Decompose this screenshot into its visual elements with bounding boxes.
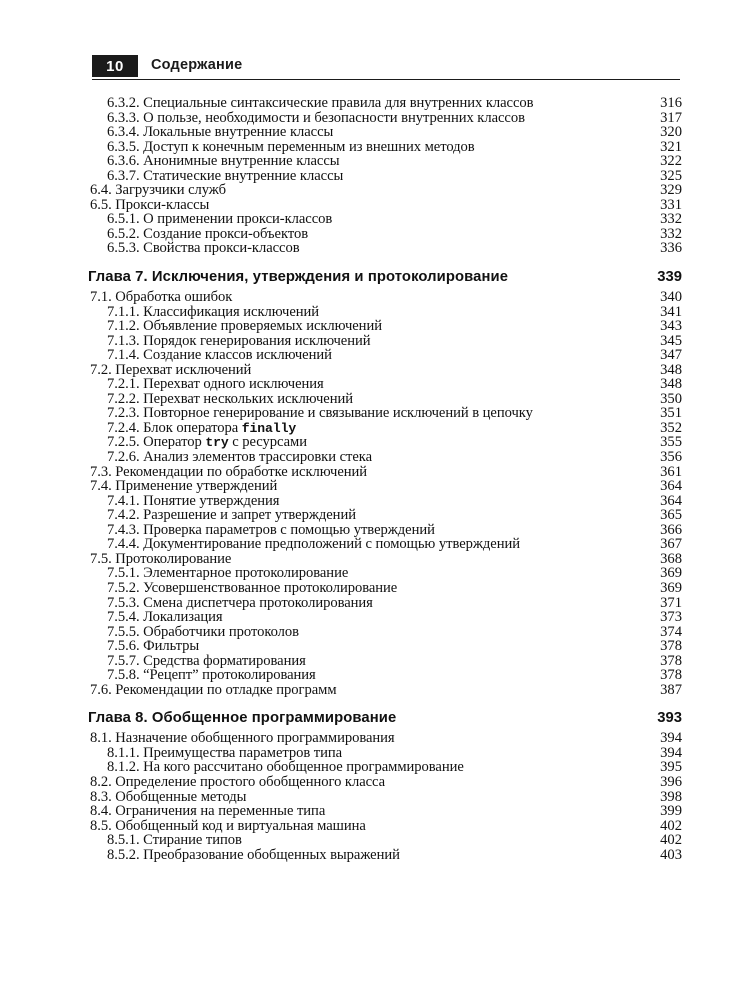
toc-entry-label: 7.1.1. Классификация исключений: [107, 303, 320, 320]
toc-entry-label: 7.5.2. Усовершенствованное протоколирование: [107, 579, 398, 596]
toc-entry-label: 7.2.6. Анализ элементов трассировки стека: [107, 449, 373, 466]
toc-entry-page-number: 394: [660, 744, 682, 761]
toc-entry-page-number: 320: [660, 124, 682, 141]
toc-entry-page-number: 378: [660, 638, 682, 655]
toc-entry-page-number: 368: [660, 550, 682, 567]
toc-entry-row[interactable]: [88, 775, 682, 790]
toc-entry-page-number: 332: [660, 225, 682, 242]
toc-entry-label: 6.3.3. О пользе, необходимости и безопасности внутренних классов: [107, 109, 525, 126]
toc-entry-label: 7.5.5. Обработчики протоколов: [107, 623, 299, 640]
toc-entry-row[interactable]: [88, 833, 682, 848]
table-of-contents: [88, 96, 682, 862]
toc-entry-label: 8.1. Назначение обобщенного программирования: [90, 730, 395, 747]
toc-entry-row[interactable]: [88, 494, 682, 509]
toc-entry-page-number: 394: [660, 730, 682, 747]
toc-entry-row[interactable]: [88, 731, 682, 746]
code-keyword: try: [205, 435, 229, 451]
toc-entry-row[interactable]: [88, 746, 682, 761]
toc-entry-row[interactable]: [88, 421, 682, 436]
toc-entry-row[interactable]: [88, 465, 682, 480]
toc-entry-label: 8.4. Ограничения на переменные типа: [90, 803, 326, 820]
toc-entry-page-number: 355: [660, 434, 682, 451]
toc-entry-row[interactable]: [88, 334, 682, 349]
toc-entry-row[interactable]: [88, 537, 682, 552]
toc-entry-label: 6.4. Загрузчики служб: [90, 182, 227, 199]
toc-entry-label: 8.3. Обобщенные методы: [90, 788, 247, 805]
toc-entry-label: 7.5.7. Средства форматирования: [107, 652, 306, 669]
toc-entry-label: 6.5. Прокси-классы: [90, 196, 210, 213]
toc-entry-row[interactable]: [88, 804, 682, 819]
toc-entry-label: 7.3. Рекомендации по обработке исключений: [90, 463, 368, 480]
toc-entry-row[interactable]: [88, 392, 682, 407]
toc-entry-row[interactable]: [88, 319, 682, 334]
toc-entry-page-number: 345: [660, 332, 682, 349]
toc-entry-page-number: 378: [660, 652, 682, 669]
toc-entry-row[interactable]: [88, 435, 682, 450]
toc-entry-page-number: 329: [660, 182, 682, 199]
toc-entry-row[interactable]: [88, 305, 682, 320]
toc-entry-row[interactable]: [88, 290, 682, 305]
toc-entry-label: 7.4.1. Понятие утверждения: [107, 492, 280, 509]
toc-entry-page-number: 369: [660, 579, 682, 596]
toc-entry-row[interactable]: [88, 654, 682, 669]
header-title: Содержание: [151, 57, 243, 73]
toc-entry-row[interactable]: [88, 848, 682, 863]
toc-chapter-page-number: 339: [657, 269, 682, 286]
toc-entry-label: 6.5.1. О применении прокси-классов: [107, 211, 333, 228]
toc-entry-page-number: 352: [660, 419, 682, 436]
toc-entry-label: 7.2.5. Оператор try с ресурсами: [107, 434, 307, 451]
toc-entry-label: 6.3.6. Анонимные внутренние классы: [107, 153, 340, 170]
toc-entry-page-number: 396: [660, 773, 682, 790]
toc-entry-label: 7.6. Рекомендации по отладке программ: [90, 681, 337, 698]
toc-chapter-page-number: 393: [657, 710, 682, 727]
header-divider: [92, 79, 680, 81]
toc-chapter-row[interactable]: [88, 708, 682, 728]
toc-entry-row[interactable]: [88, 154, 682, 169]
toc-entry-row[interactable]: [88, 581, 682, 596]
toc-entry-page-number: 369: [660, 565, 682, 582]
toc-entry-page-number: 356: [660, 449, 682, 466]
toc-entry-row[interactable]: [88, 760, 682, 775]
toc-entry-page-number: 317: [660, 109, 682, 126]
toc-entry-row[interactable]: [88, 819, 682, 834]
toc-entry-row[interactable]: [88, 363, 682, 378]
page-number-badge: 10: [92, 55, 138, 77]
toc-entry-row[interactable]: [88, 241, 682, 256]
toc-entry-label: 7.5.8. “Рецепт” протоколирования: [107, 667, 316, 684]
toc-entry-page-number: 387: [660, 681, 682, 698]
toc-entry-row[interactable]: [88, 377, 682, 392]
toc-entry-page-number: 341: [660, 303, 682, 320]
toc-entry-label: 6.5.2. Создание прокси-объектов: [107, 225, 309, 242]
toc-entry-page-number: 378: [660, 667, 682, 684]
toc-entry-page-number: 340: [660, 289, 682, 306]
toc-entry-row[interactable]: [88, 183, 682, 198]
toc-entry-page-number: 366: [660, 521, 682, 538]
toc-chapter-row[interactable]: [88, 267, 682, 287]
toc-entry-page-number: 336: [660, 240, 682, 257]
toc-entry-page-number: 348: [660, 361, 682, 378]
toc-entry-label: 7.4. Применение утверждений: [90, 478, 278, 495]
toc-entry-label: 6.5.3. Свойства прокси-классов: [107, 240, 300, 257]
toc-entry-row[interactable]: [88, 639, 682, 654]
toc-entry-label: 7.2. Перехват исключений: [90, 361, 252, 378]
toc-entry-page-number: 343: [660, 318, 682, 335]
toc-entry-label: 8.1.2. На кого рассчитано обобщенное программирование: [107, 759, 464, 776]
toc-entry-label: 7.5.6. Фильтры: [107, 638, 200, 655]
toc-entry-row[interactable]: [88, 212, 682, 227]
toc-entry-row[interactable]: [88, 566, 682, 581]
toc-entry-row[interactable]: [88, 140, 682, 155]
toc-entry-row[interactable]: [88, 552, 682, 567]
toc-entry-page-number: 364: [660, 478, 682, 495]
toc-entry-label: 7.2.1. Перехват одного исключения: [107, 376, 324, 393]
toc-entry-page-number: 322: [660, 153, 682, 170]
toc-entry-page-number: 399: [660, 803, 682, 820]
toc-entry-row[interactable]: [88, 790, 682, 805]
toc-entry-label: 7.2.3. Повторное генерирование и связывание исключений в цепочку: [107, 405, 533, 422]
toc-entry-row[interactable]: [88, 198, 682, 213]
toc-entry-page-number: 332: [660, 211, 682, 228]
toc-entry-page-number: 374: [660, 623, 682, 640]
toc-entry-page-number: 316: [660, 95, 682, 111]
toc-entry-page-number: 350: [660, 390, 682, 407]
toc-entry-label: 7.1.3. Порядок генерирования исключений: [107, 332, 371, 349]
toc-entry-label: 6.3.7. Статические внутренние классы: [107, 167, 344, 184]
toc-entry-page-number: 321: [660, 138, 682, 155]
toc-entry-label: 7.1. Обработка ошибок: [90, 289, 233, 306]
toc-chapter-label: Глава 7. Исключения, утверждения и протоколирование: [88, 269, 509, 286]
toc-entry-label: 7.2.4. Блок оператора finally: [107, 419, 297, 436]
toc-entry-row[interactable]: [88, 479, 682, 494]
toc-entry-page-number: 325: [660, 167, 682, 184]
toc-entry-row[interactable]: [88, 96, 682, 111]
toc-entry-label: 7.4.3. Проверка параметров с помощью утверждений: [107, 521, 435, 538]
toc-chapter-label: Глава 8. Обобщенное программирование: [88, 710, 397, 727]
toc-entry-row[interactable]: [88, 348, 682, 363]
toc-entry-row[interactable]: [88, 668, 682, 683]
toc-entry-row[interactable]: [88, 111, 682, 126]
toc-entry-row[interactable]: [88, 683, 682, 698]
toc-entry-page-number: 361: [660, 463, 682, 480]
toc-entry-label: 6.3.2. Специальные синтаксические правила для внутренних классов: [107, 95, 534, 111]
toc-entry-row[interactable]: [88, 523, 682, 538]
toc-entry-page-number: 348: [660, 376, 682, 393]
toc-entry-row[interactable]: [88, 450, 682, 465]
toc-entry-row[interactable]: [88, 508, 682, 523]
toc-entry-page-number: 365: [660, 507, 682, 524]
toc-entry-label: 8.5. Обобщенный код и виртуальная машина: [90, 817, 366, 834]
toc-entry-label: 7.4.2. Разрешение и запрет утверждений: [107, 507, 356, 524]
toc-entry-label: 7.1.2. Объявление проверяемых исключений: [107, 318, 382, 335]
toc-entry-page-number: 402: [660, 832, 682, 849]
toc-entry-label: 7.2.2. Перехват нескольких исключений: [107, 390, 353, 407]
toc-entry-label: 6.3.5. Доступ к конечным переменным из внешних методов: [107, 138, 475, 155]
toc-entry-page-number: 395: [660, 759, 682, 776]
toc-entry-row[interactable]: [88, 169, 682, 184]
toc-entry-row[interactable]: [88, 596, 682, 611]
toc-entry-page-number: 373: [660, 609, 682, 626]
toc-entry-page-number: 331: [660, 196, 682, 213]
toc-entry-row[interactable]: [88, 125, 682, 140]
toc-entry-page-number: 367: [660, 536, 682, 553]
toc-entry-page-number: 351: [660, 405, 682, 422]
toc-entry-label: 7.5.4. Локализация: [107, 609, 223, 626]
toc-entry-page-number: 347: [660, 347, 682, 364]
toc-entry-label: 8.1.1. Преимущества параметров типа: [107, 744, 343, 761]
toc-entry-row[interactable]: [88, 610, 682, 625]
toc-entry-label: 6.3.4. Локальные внутренние классы: [107, 124, 334, 141]
toc-entry-page-number: 403: [660, 846, 682, 863]
toc-entry-label: 8.5.2. Преобразование обобщенных выражений: [107, 846, 400, 863]
toc-entry-label: 7.4.4. Документирование предположений с помощью утверждений: [107, 536, 520, 553]
toc-entry-label: 8.5.1. Стирание типов: [107, 832, 242, 849]
toc-entry-page-number: 364: [660, 492, 682, 509]
code-keyword: finally: [241, 420, 297, 436]
toc-entry-label: 8.2. Определение простого обобщенного класса: [90, 773, 386, 790]
toc-entry-label: 7.5. Протоколирование: [90, 550, 232, 567]
toc-entry-label: 7.1.4. Создание классов исключений: [107, 347, 332, 364]
toc-entry-page-number: 398: [660, 788, 682, 805]
toc-entry-page-number: 371: [660, 594, 682, 611]
toc-entry-label: 7.5.3. Смена диспетчера протоколирования: [107, 594, 373, 611]
toc-entry-label: 7.5.1. Элементарное протоколирование: [107, 565, 349, 582]
toc-entry-row[interactable]: [88, 625, 682, 640]
toc-entry-page-number: 402: [660, 817, 682, 834]
toc-entry-row[interactable]: [88, 227, 682, 242]
running-header: [92, 55, 680, 85]
toc-entry-row[interactable]: [88, 406, 682, 421]
